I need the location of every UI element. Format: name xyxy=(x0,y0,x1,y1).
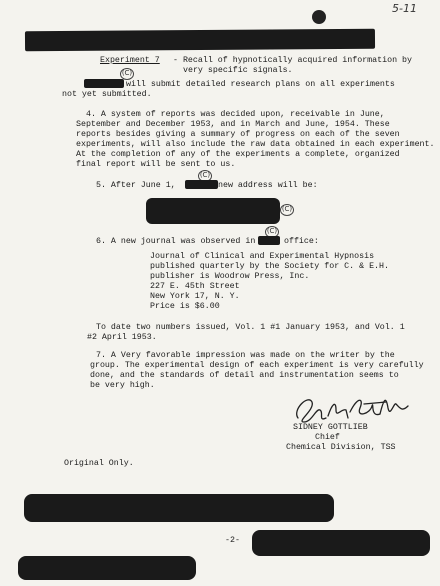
journal-line: published quarterly by the Society for C. & E.H. xyxy=(150,262,389,271)
circle-mark-para6: (C) xyxy=(265,226,279,238)
para3-line1: will submit detailed research plans on all experiments xyxy=(126,80,395,89)
issues-line1: To date two numbers issued, Vol. 1 #1 January 1953, and Vol. 1 xyxy=(96,323,405,332)
redaction-bottom-3 xyxy=(18,556,196,580)
redaction-para3 xyxy=(84,79,124,88)
para6-prefix: 6. A new journal was observed in xyxy=(96,237,256,246)
para7-line: 7. A Very favorable impression was made on the writer by the xyxy=(96,351,395,360)
circle-mark-para5: (C) xyxy=(198,170,212,182)
punch-hole xyxy=(312,10,326,24)
journal-line: Journal of Clinical and Experimental Hypnosis xyxy=(150,252,375,261)
signature-division: Chemical Division, TSS xyxy=(286,443,396,452)
experiment-heading-label: Experiment 7 xyxy=(100,56,160,65)
para4-line: 4. A system of reports was decided upon, receivable in June, xyxy=(86,110,385,119)
circle-mark-para3: (C) xyxy=(120,68,134,80)
para7-line: group. The experimental design of each experiment is very carefully xyxy=(90,361,424,370)
para4-line: final report will be sent to us. xyxy=(76,160,236,169)
experiment-heading-text-1: - Recall of hypnotically acquired information by xyxy=(173,56,412,65)
redaction-para6 xyxy=(258,236,280,245)
journal-line: New York 17, N. Y. xyxy=(150,292,240,301)
signature-title: Chief xyxy=(315,433,340,442)
para5-suffix: new address will be: xyxy=(218,181,318,190)
signature-name: SIDNEY GOTTLIEB xyxy=(293,423,368,432)
circle-mark-address: (C) xyxy=(280,204,294,216)
experiment-heading-text-2: very specific signals. xyxy=(183,66,293,75)
para4-line: At the completion of any of the experiments a complete, organized xyxy=(76,150,400,159)
redaction-top xyxy=(25,29,375,51)
redaction-address xyxy=(146,198,280,224)
page-number: -2- xyxy=(225,536,240,545)
issues-line2: #2 April 1953. xyxy=(87,333,157,342)
redaction-bottom-2 xyxy=(252,530,430,556)
journal-line: 227 E. 45th Street xyxy=(150,282,240,291)
redaction-bottom-1 xyxy=(24,494,334,522)
para5-prefix: 5. After June 1, xyxy=(96,181,176,190)
journal-line: publisher is Woodrow Press, Inc. xyxy=(150,272,310,281)
para3-line2: not yet submitted. xyxy=(62,90,152,99)
para6-suffix: office: xyxy=(284,237,319,246)
page-annotation: 5-11 xyxy=(392,2,417,15)
journal-line: Price is $6.00 xyxy=(150,302,220,311)
redaction-para5-name xyxy=(185,180,218,189)
para7-line: be very high. xyxy=(90,381,155,390)
para4-line: reports besides giving a summary of progress on each of the seven xyxy=(76,130,400,139)
para7-line: done, and the standards of detail and instrumentation seems to xyxy=(90,371,399,380)
original-only-note: Original Only. xyxy=(64,459,134,468)
handwritten-signature xyxy=(290,388,420,428)
para4-line: September and December 1953, and in March and June, 1954. These xyxy=(76,120,390,129)
para4-line: experiments, will also include the raw data obtained in each experiment. xyxy=(76,140,435,149)
